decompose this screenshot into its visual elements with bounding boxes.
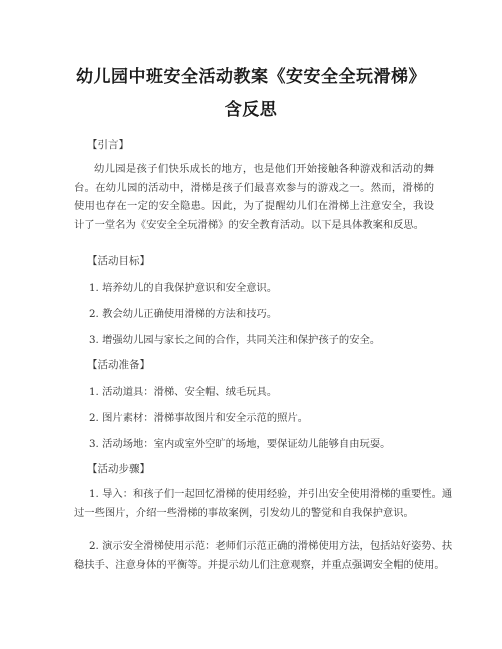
section-heading-prep: 【活动准备】: [87, 359, 150, 371]
prep-item: 3. 活动场地：室内或室外空旷的场地，要保证幼儿能够自由玩耍。: [89, 438, 391, 450]
prep-item: 2. 图片素材：滑梯事故图片和安全示范的照片。: [89, 412, 309, 424]
goal-item: 1. 培养幼儿的自我保护意识和安全意识。: [89, 282, 278, 294]
section-heading-steps: 【活动步骤】: [87, 463, 150, 475]
document-subtitle: 含反思: [224, 100, 278, 120]
goal-item: 2. 教会幼儿正确使用滑梯的方法和技巧。: [89, 308, 278, 320]
step-item: 1. 导入：和孩子们一起回忆滑梯的使用经验，并引出安全使用滑梯的重要性。通过一些图片，介绍一些滑梯的事故案例，引发幼儿的警觉和自我保护意识。: [74, 488, 453, 519]
document-title: 幼儿园中班安全活动教案《安安全全玩滑梯》: [76, 67, 426, 87]
section-heading-intro: 【引言】: [87, 139, 129, 151]
intro-paragraph: 幼儿园是孩子们快乐成长的地方，也是他们开始接触各种游戏和活动的舞台。在幼儿园的活动中，滑梯是孩子们最喜欢参与的游戏之一。然而，滑梯的使用也存在一定的安全隐患。因此，为了提醒幼儿们在滑梯上注意安全，我设计了一堂名为《安安全全玩滑梯》的安全教育活动。以下是具体教案和反思。: [74, 163, 434, 231]
prep-item: 1. 活动道具：滑梯、安全帽、绒毛玩具。: [89, 386, 278, 398]
goal-item: 3. 增强幼儿园与家长之间的合作，共同关注和保护孩子的安全。: [89, 334, 381, 346]
step-item: 2. 演示安全滑梯使用示范：老师们示范正确的滑梯使用方法，包括站好姿势、扶稳扶手、注意身体的平衡等。并提示幼儿们注意观察，并重点强调安全帽的使用。: [74, 540, 453, 571]
section-heading-goals: 【活动目标】: [87, 255, 150, 267]
